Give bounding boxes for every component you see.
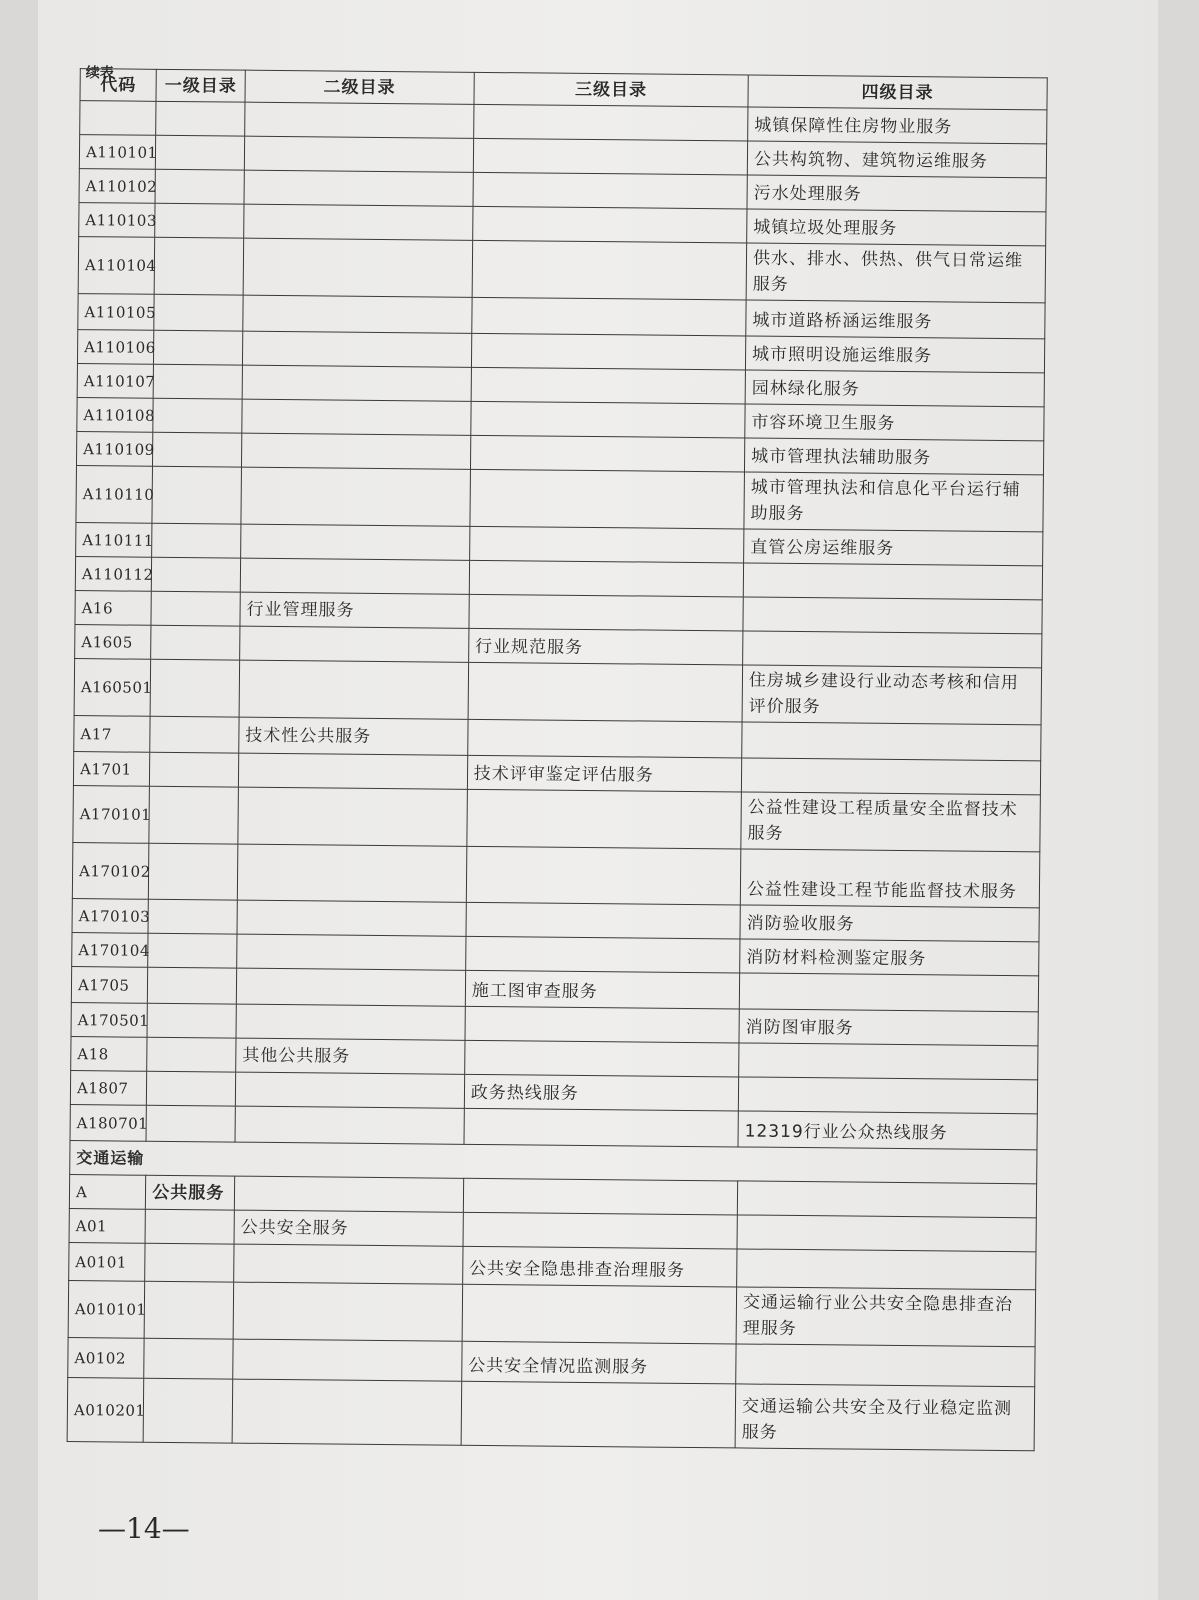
cell-level2: [238, 753, 467, 789]
cell-code: A110102: [79, 169, 156, 204]
cell-level4: 市容环境卫生服务: [745, 404, 1044, 441]
cell-level1: [151, 625, 240, 660]
cell-level4: 住房城乡建设行业动态考核和信用评价服务: [742, 665, 1042, 725]
cell-code: A170101: [73, 786, 150, 844]
cell-level3: [461, 1381, 736, 1448]
cell-level2: [243, 295, 472, 333]
cell-code: A110104: [78, 237, 155, 295]
cell-level1: [151, 591, 240, 626]
cell-code: A170501: [71, 1003, 148, 1038]
cell-level1: [145, 1243, 234, 1282]
cell-level3: [469, 594, 744, 631]
cell-level3: [472, 297, 747, 336]
cell-level3: 行业规范服务: [468, 628, 743, 665]
cell-level4: [742, 722, 1041, 761]
cell-level3: 技术评审鉴定评估服务: [467, 755, 742, 792]
cell-level1: [144, 1281, 233, 1339]
cell-level2: [234, 1176, 463, 1212]
table-row: [74, 659, 1042, 725]
cell-code: A010101: [68, 1281, 145, 1339]
cell-level4: [743, 597, 1042, 634]
cell-level1: [148, 967, 237, 1004]
cell-code: A1807: [70, 1071, 147, 1106]
cell-level4: [738, 1077, 1037, 1114]
cell-level3: [471, 401, 746, 438]
cell-level1: [150, 716, 239, 753]
cell-code: A110108: [77, 398, 154, 433]
cell-level4: [743, 563, 1042, 600]
cell-level1: [152, 466, 241, 524]
cell-level3: [473, 172, 748, 209]
cell-level1: [156, 135, 245, 170]
cell-level3: [469, 560, 744, 597]
cell-level2: [234, 1244, 463, 1284]
cell-level2: [232, 1379, 461, 1445]
header-level1: 一级目录: [156, 69, 245, 102]
table-row: [68, 1281, 1036, 1347]
cell-level4: 供水、排水、供热、供气日常运维服务: [746, 243, 1046, 303]
cell-code: A160501: [74, 659, 151, 717]
cell-level3: [471, 367, 746, 404]
header-level2: 二级目录: [245, 70, 474, 104]
cell-code: A010201: [67, 1378, 144, 1443]
cell-code: A110110: [76, 466, 153, 524]
table-body-transport: [67, 1175, 1037, 1451]
cell-level1: [153, 364, 242, 399]
cell-level3: [468, 719, 743, 758]
cell-level3: [471, 333, 746, 370]
cell-code: A1701: [73, 752, 150, 787]
table-row: [67, 1378, 1035, 1451]
cell-level1: 公共服务: [146, 1175, 235, 1210]
table-caption: 续表: [85, 65, 114, 82]
cell-level4: 城镇保障性住房物业服务: [748, 107, 1047, 144]
cell-level2: [245, 102, 474, 138]
cell-level1: [148, 899, 237, 934]
cell-level4: 公益性建设工程节能监督技术服务: [740, 849, 1040, 908]
cell-level2: [242, 399, 471, 435]
cell-level2: [233, 1282, 462, 1341]
cell-code: A: [69, 1175, 146, 1210]
cell-level1: [147, 1003, 236, 1038]
cell-level3: [463, 1212, 738, 1249]
cell-level2: [236, 968, 465, 1006]
cell-level2: [233, 1339, 462, 1381]
cell-level2: [244, 170, 473, 206]
cell-level2: [241, 467, 470, 526]
cell-level2: [238, 787, 467, 846]
cell-level4: 消防材料检测鉴定服务: [740, 939, 1039, 976]
cell-code: [80, 101, 157, 136]
cell-level3: [467, 789, 742, 849]
cell-level2: [244, 136, 473, 172]
cell-level4: 直管公房运维服务: [744, 529, 1043, 566]
cell-level2: [235, 1106, 464, 1144]
table-row: [76, 466, 1044, 532]
cell-level4: [736, 1344, 1035, 1387]
cell-level2: [235, 1072, 464, 1108]
cell-level3: [468, 662, 743, 722]
cell-level1: [143, 1378, 232, 1443]
table-row: [78, 237, 1046, 303]
cell-level3: 公共安全情况监测服务: [462, 1341, 737, 1384]
cell-level2: [240, 626, 469, 662]
cell-level1: [155, 203, 244, 238]
cell-level1: [155, 169, 244, 204]
cell-code: A110112: [75, 557, 152, 592]
cell-level1: [144, 1338, 233, 1379]
table-row: [72, 843, 1039, 908]
cell-level2: [239, 660, 468, 719]
cell-level3: [473, 104, 748, 141]
cell-level4: [739, 973, 1038, 1012]
cell-level3: [470, 469, 745, 529]
cell-level1: [153, 398, 242, 433]
cell-level1: [146, 1105, 235, 1142]
cell-level4: 交通运输行业公共安全隐患排查治理服务: [736, 1287, 1036, 1347]
table-body: [70, 101, 1047, 1150]
cell-level3: [469, 526, 744, 563]
cell-level4: [739, 1043, 1038, 1080]
cell-level2: [244, 204, 473, 240]
cell-level2: [236, 1004, 465, 1040]
cell-level4: [743, 631, 1042, 668]
cell-code: A0102: [68, 1338, 145, 1379]
cell-code: A1605: [75, 625, 152, 660]
cell-level2: 其他公共服务: [236, 1038, 465, 1074]
header-code: 代码: [80, 69, 157, 102]
cell-level4: 消防验收服务: [740, 905, 1039, 942]
cell-level4: 园林绿化服务: [745, 370, 1044, 407]
cell-level4: [737, 1215, 1036, 1252]
cell-level3: 公共安全隐患排查治理服务: [462, 1246, 737, 1287]
cell-level3: [462, 1284, 737, 1344]
cell-level4: 12319行业公众热线服务: [738, 1111, 1037, 1150]
cell-level4: 城市管理执法和信息化平台运行辅助服务: [744, 472, 1044, 532]
cell-level3: [464, 1108, 739, 1147]
cell-level2: [237, 934, 466, 970]
cell-level3: [466, 846, 741, 905]
cell-level4: 公益性建设工程质量安全监督技术服务: [741, 792, 1041, 852]
cell-level3: 政务热线服务: [464, 1074, 739, 1111]
cell-level3: [472, 240, 747, 300]
cell-level4: 城市照明设施运维服务: [745, 336, 1044, 373]
cell-level3: 施工图审查服务: [465, 970, 740, 1009]
cell-level2: 行业管理服务: [240, 592, 469, 628]
cell-level1: [156, 101, 245, 136]
cell-level1: [154, 330, 243, 365]
cell-level4: 公共构筑物、建筑物运维服务: [747, 141, 1046, 178]
cell-level1: [147, 1037, 236, 1072]
cell-code: A170102: [72, 843, 149, 900]
cell-code: A0101: [69, 1243, 146, 1282]
cell-level3: [473, 138, 748, 175]
cell-level1: [153, 432, 242, 467]
cell-code: A180701: [70, 1105, 147, 1142]
cell-level3: [466, 902, 741, 939]
cell-code: A110105: [78, 294, 155, 331]
header-level4: 四级目录: [748, 75, 1047, 110]
header-level3: 三级目录: [474, 72, 749, 107]
cell-level1: [145, 1209, 234, 1244]
cell-level2: [241, 433, 470, 469]
cell-level1: [147, 1071, 236, 1106]
cell-code: A170103: [72, 899, 149, 934]
cell-level4: 城市道路桥涵运维服务: [746, 300, 1045, 339]
cell-level2: [237, 844, 466, 902]
cell-level2: [241, 524, 470, 560]
cell-level1: [148, 933, 237, 968]
cell-code: A110106: [77, 330, 154, 365]
catalog-table: [67, 68, 1048, 1451]
cell-level1: [149, 786, 238, 844]
cell-level3: [465, 936, 740, 973]
table-row: [73, 786, 1041, 852]
cell-level1: [152, 557, 241, 592]
cell-code: A110111: [76, 523, 153, 558]
cell-level2: [237, 900, 466, 936]
cell-level1: [150, 659, 239, 717]
cell-level4: [737, 1181, 1036, 1218]
cell-level2: [242, 365, 471, 401]
cell-code: A16: [75, 591, 152, 626]
cell-level1: [154, 237, 243, 295]
section-title: 交通运输: [70, 1141, 1037, 1184]
cell-level2: [242, 331, 471, 367]
cell-level3: [465, 1006, 740, 1043]
cell-code: A110109: [76, 432, 153, 467]
cell-level4: 污水处理服务: [747, 175, 1046, 212]
cell-level4: 城镇垃圾处理服务: [747, 209, 1046, 246]
cell-level4: [737, 1249, 1036, 1290]
cell-level1: [149, 843, 238, 900]
cell-code: A18: [71, 1037, 148, 1072]
cell-code: A17: [74, 716, 151, 753]
cell-level2: [243, 238, 472, 297]
cell-level3: [464, 1040, 739, 1077]
cell-level1: [152, 523, 241, 558]
cell-level4: [741, 758, 1040, 795]
cell-level4: 交通运输公共安全及行业稳定监测服务: [735, 1384, 1035, 1451]
cell-code: A170104: [72, 933, 149, 968]
cell-level4: 城市管理执法辅助服务: [744, 438, 1043, 475]
cell-level2: 公共安全服务: [234, 1210, 463, 1246]
page-number: —14—: [98, 1512, 190, 1545]
cell-level3: [472, 206, 747, 243]
cell-code: A110103: [79, 203, 156, 238]
cell-code: A110107: [77, 364, 154, 399]
cell-level2: 技术性公共服务: [239, 717, 468, 755]
cell-code: A1705: [71, 967, 148, 1004]
cell-level2: [240, 558, 469, 594]
cell-level3: [470, 435, 745, 472]
cell-level1: [150, 752, 239, 787]
cell-code: A01: [69, 1209, 146, 1244]
cell-level4: 消防图审服务: [739, 1009, 1038, 1046]
cell-code: A110101: [79, 135, 156, 170]
cell-level3: [463, 1178, 738, 1215]
cell-level1: [154, 294, 243, 331]
